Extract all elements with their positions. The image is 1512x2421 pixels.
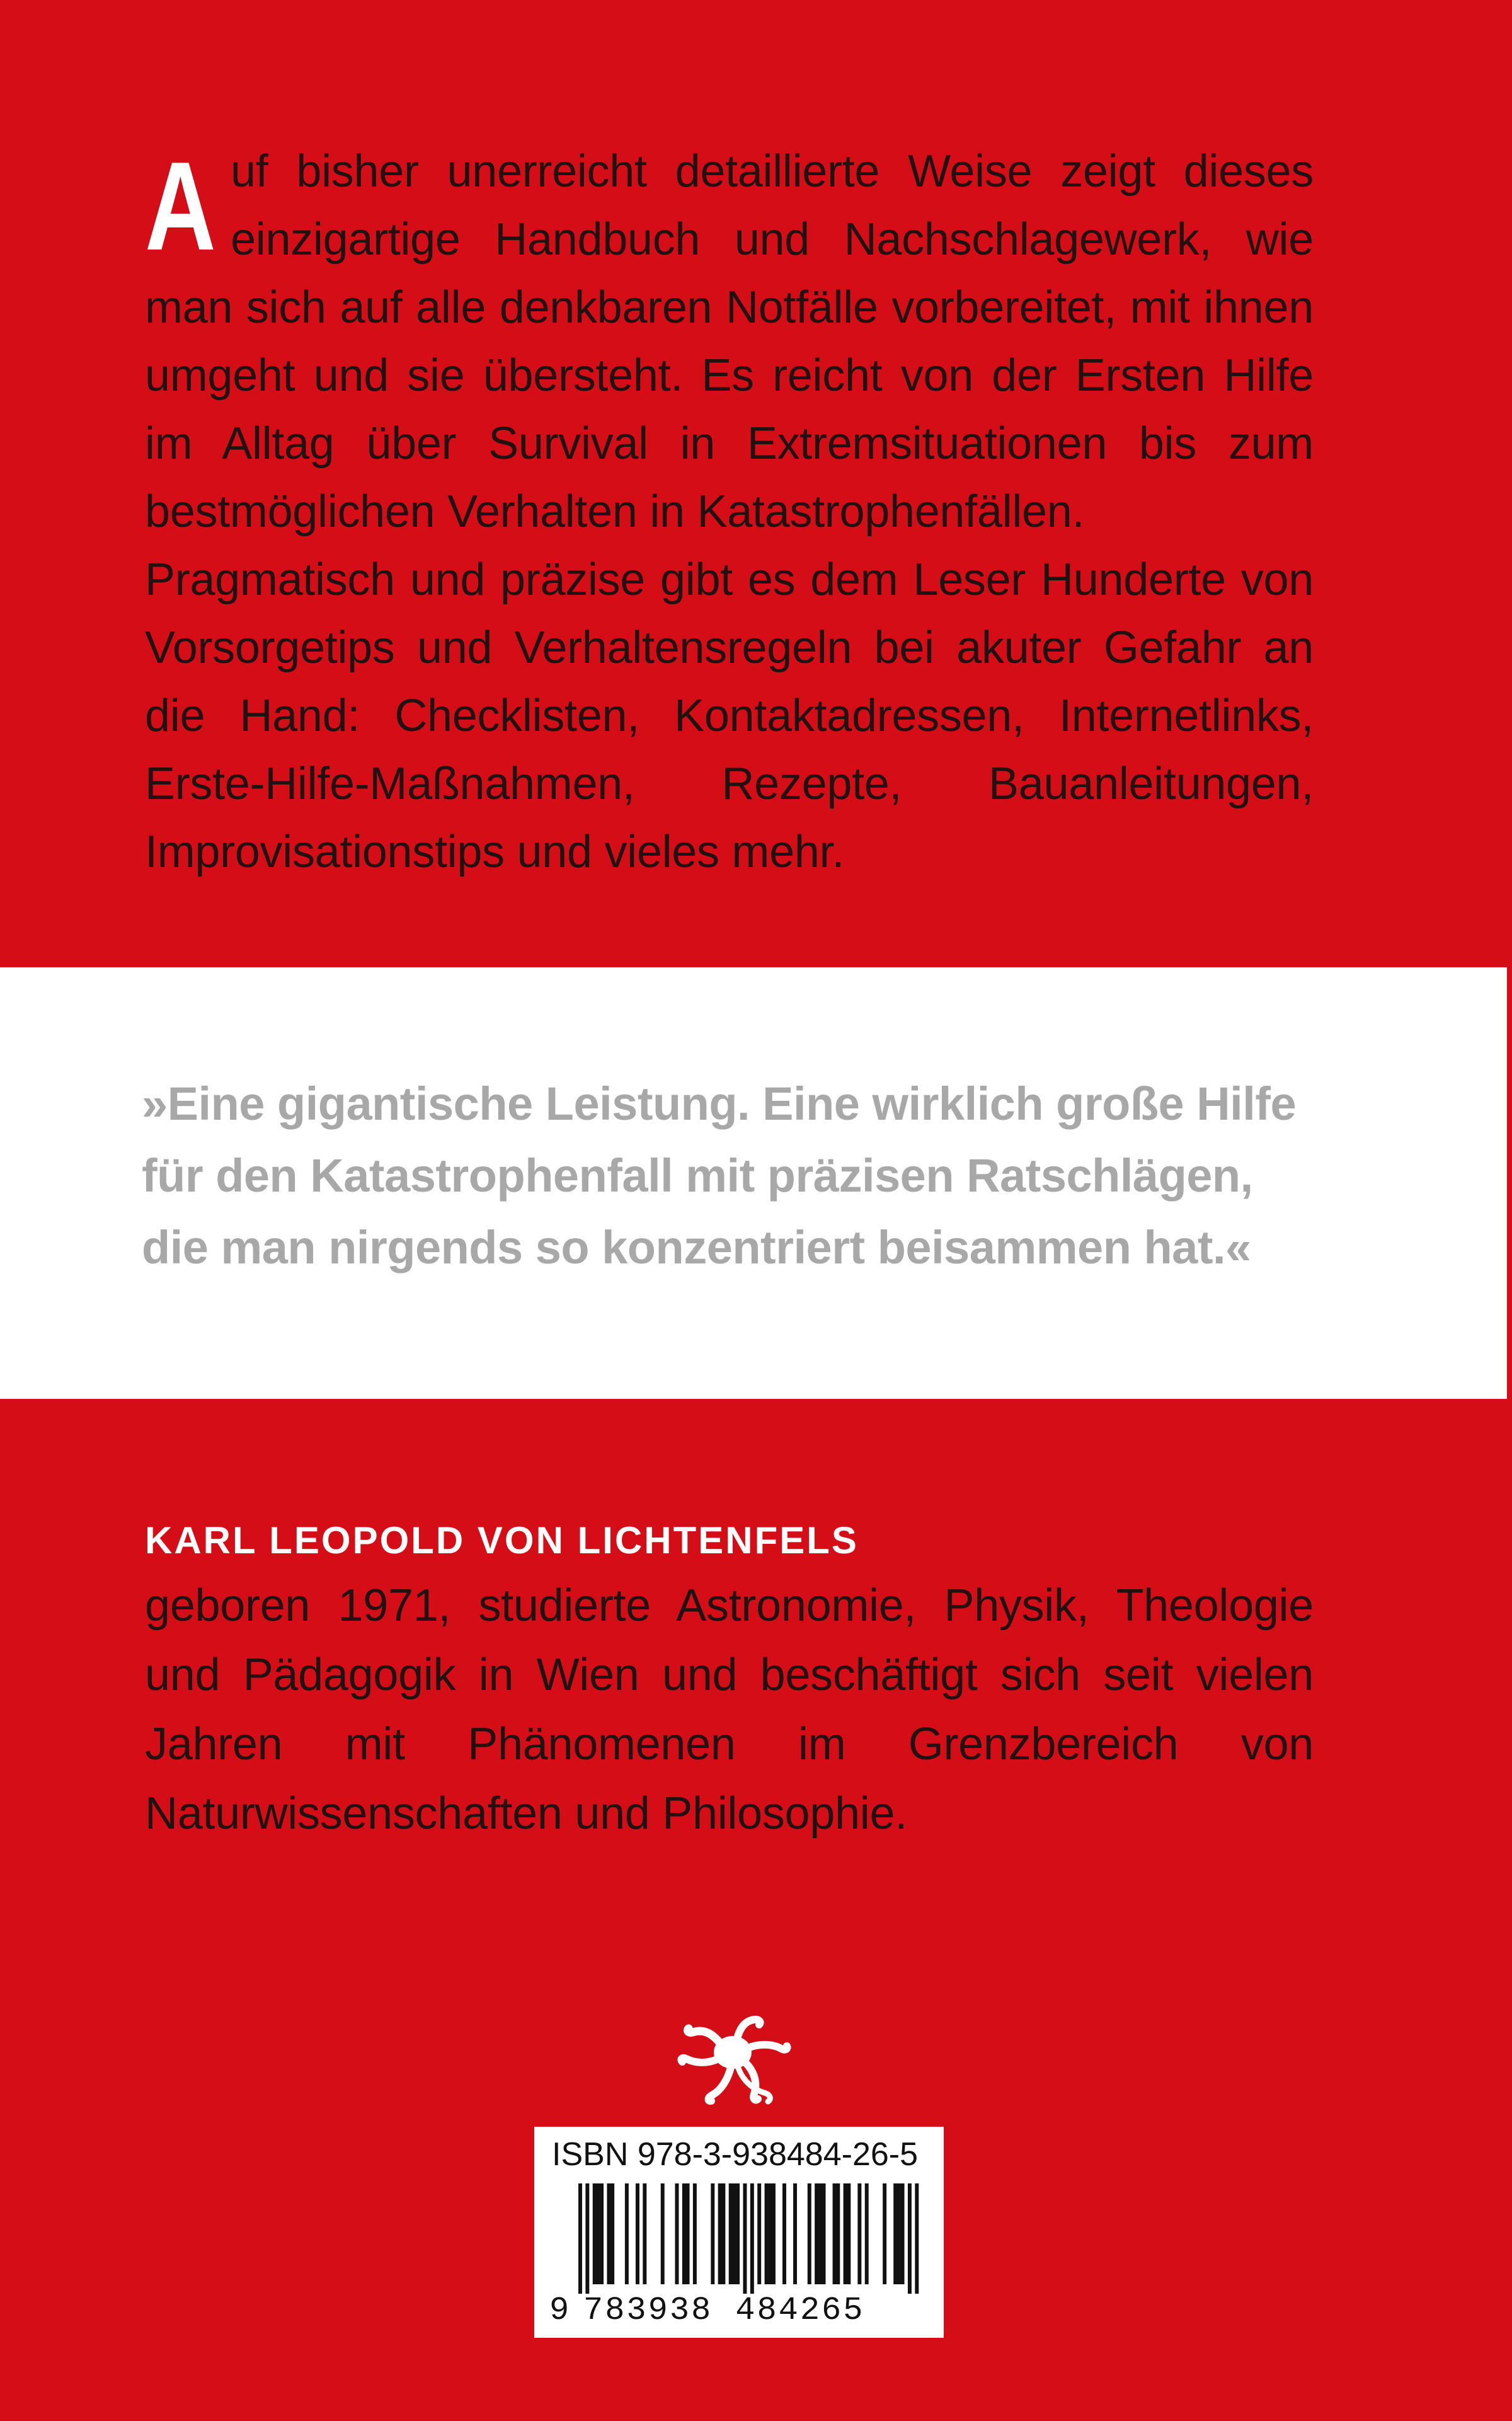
- barcode-digits-right: 484265: [735, 2292, 865, 2329]
- barcode-guard-bar: [743, 2183, 747, 2294]
- dropcap-letter: A: [145, 136, 216, 277]
- barcode-guard-bar: [585, 2183, 589, 2294]
- barcode-bar: [600, 2183, 604, 2284]
- blurb-paragraph-1-text: uf bisher unerreicht detaillierte Weise zeigt dieses einzigartige Handbuch und Nachschlagewerk, wie man sich auf alle denkbaren Notfälle vorbereitet, mit ihnen umgeht und sie übersteht. Es reicht von der Ersten Hilfe im Alltag über Survival in Extremsituationen bis zum bestmöglichen Verhalten in Katastrophenfällen.: [145, 146, 1314, 537]
- barcode-bar: [844, 2183, 847, 2284]
- barcode-bar: [768, 2183, 772, 2284]
- quote-band: [0, 967, 1507, 1399]
- barcode-bar: [625, 2183, 629, 2284]
- barcode-bar: [610, 2183, 614, 2284]
- barcode-bar: [718, 2183, 722, 2284]
- barcode-bar: [643, 2183, 646, 2284]
- barcode-bar: [736, 2183, 740, 2284]
- barcode-bar: [682, 2183, 686, 2284]
- barcode-bar: [636, 2183, 639, 2284]
- barcode-bar: [793, 2183, 797, 2284]
- blurb-paragraph-2: Pragmatisch und präzise gibt es dem Leser Hunderte von Vorsorgetips und Verhaltensregeln bei akuter Gefahr an die Hand: Checklisten, Kontaktadressen, Internetlinks, Erste-Hilfe-Maßnahmen, Rezepte, Bauanleitungen, Improvisationstips und vieles mehr.: [145, 555, 1314, 877]
- barcode-digits: [549, 2292, 934, 2330]
- quote-line: die man nirgends so konzentriert beisammen hat.«: [142, 1221, 1251, 1274]
- barcode-digits-left: 783938: [583, 2292, 713, 2329]
- barcode-bar: [675, 2183, 679, 2284]
- isbn-barcode-box: [534, 2127, 944, 2338]
- barcode-bar: [822, 2183, 826, 2284]
- barcode-bar: [815, 2183, 818, 2284]
- barcode-bar: [661, 2183, 665, 2284]
- barcode-bar: [897, 2183, 901, 2284]
- barcode-bar: [857, 2183, 861, 2284]
- barcode-bar: [607, 2183, 610, 2284]
- barcode-bar: [818, 2183, 822, 2284]
- barcode-digit-first: 9: [549, 2292, 571, 2329]
- quote-line: für den Katastrophenfall mit präzisen Ratschlägen,: [142, 1149, 1253, 1202]
- barcode-guard-bar: [578, 2183, 582, 2294]
- barcode-bar: [686, 2183, 690, 2284]
- octopus-logo-icon: [677, 2013, 794, 2117]
- barcode-guard-bar: [908, 2183, 912, 2294]
- barcode-bar: [721, 2183, 725, 2284]
- barcode-bar: [596, 2183, 600, 2284]
- barcode-bar: [693, 2183, 697, 2284]
- quote-line: »Eine gigantische Leistung. Eine wirklich große Hilfe: [142, 1078, 1297, 1130]
- barcode-bar: [772, 2183, 776, 2284]
- barcode-bar: [865, 2183, 869, 2284]
- author-bio: geboren 1971, studierte Astronomie, Physik, Theologie und Pädagogik in Wien und beschäftigt sich seit vielen Jahren mit Phänomenen im Grenzbereich von Naturwissenschaften und Philosophie.: [145, 1580, 1314, 1839]
- barcode-bar: [883, 2183, 886, 2284]
- barcode-bar: [901, 2183, 905, 2284]
- barcode-bar: [808, 2183, 811, 2284]
- barcode-bar: [729, 2183, 733, 2284]
- barcode-bar: [593, 2183, 597, 2284]
- barcode-bar: [711, 2183, 714, 2284]
- barcode-bar: [732, 2183, 736, 2284]
- blurb-paragraph-1: [145, 137, 1314, 546]
- barcode-guard-bar: [750, 2183, 754, 2294]
- barcode-bar: [782, 2183, 786, 2284]
- barcode-bar: [833, 2183, 837, 2284]
- blurb-text: [145, 137, 1314, 886]
- author-name: KARL LEOPOLD VON LICHTENFELS: [145, 1519, 859, 1561]
- barcode-bars: [552, 2183, 930, 2294]
- isbn-label: ISBN 978-3-938484-26-5: [552, 2136, 919, 2173]
- barcode-bar: [893, 2183, 897, 2284]
- barcode-bar: [757, 2183, 761, 2284]
- press-quote: [142, 1068, 1339, 1284]
- barcode-bar: [836, 2183, 840, 2284]
- barcode-guard-bar: [915, 2183, 919, 2294]
- barcode-bar: [847, 2183, 850, 2284]
- barcode-bar: [765, 2183, 769, 2284]
